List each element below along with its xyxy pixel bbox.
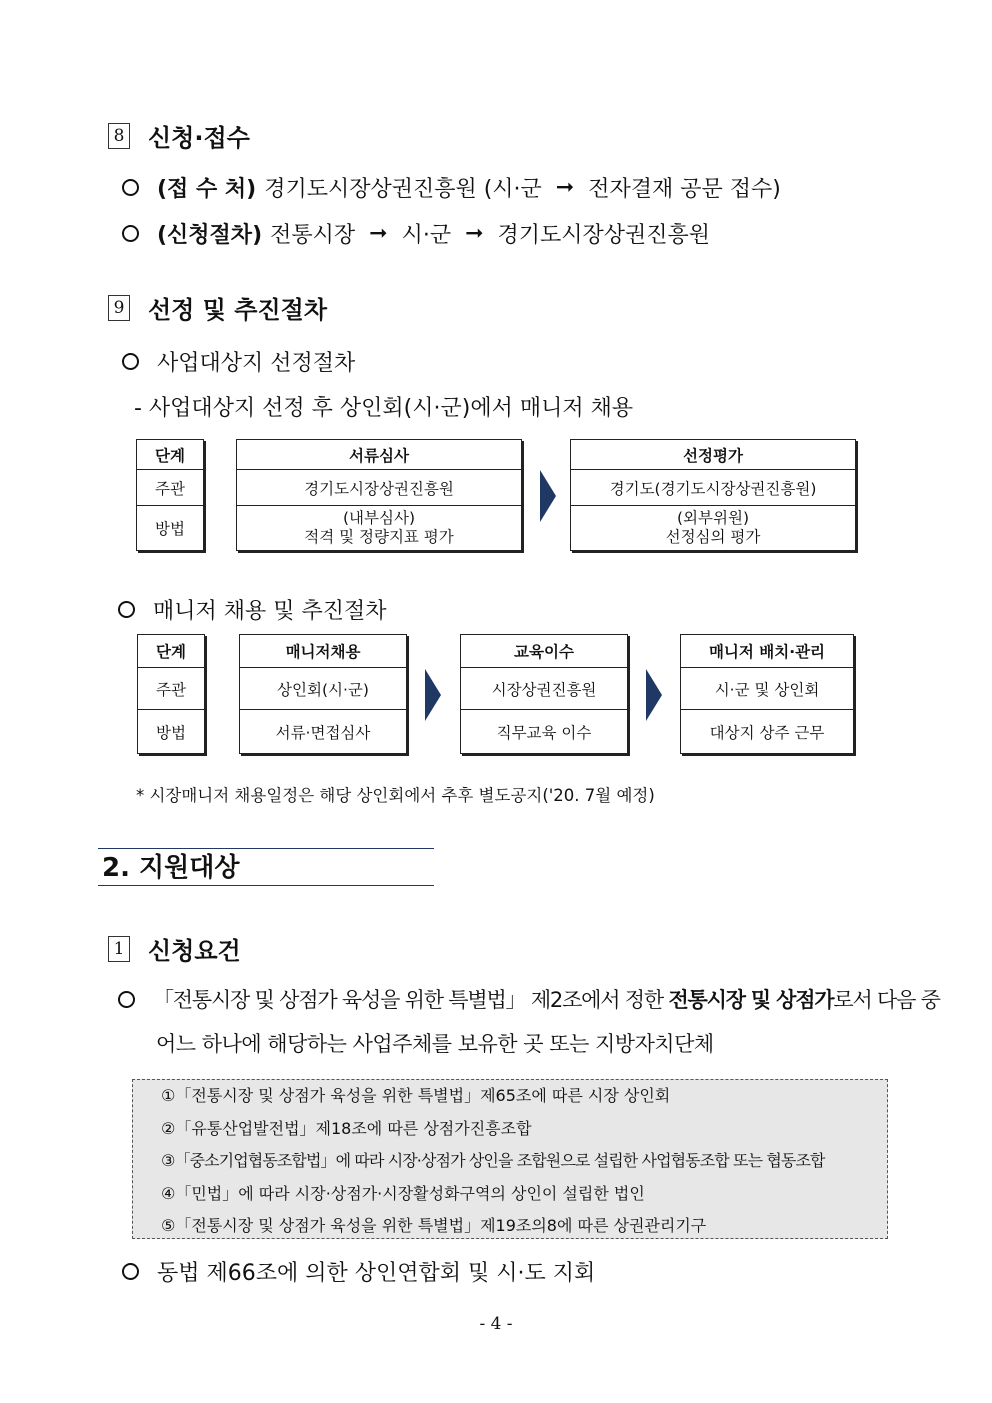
cell-host: 시장상권진흥원 [461, 668, 628, 710]
header-selection-eval: 선정평가 [571, 440, 856, 470]
bullet-text: 「전통시장 및 상점가 육성을 위한 특별법」 제2조에서 정한 [153, 988, 669, 1012]
row-label-method: 방법 [137, 506, 204, 551]
table1-step-column [136, 439, 204, 551]
cell-method: 직무교육 이수 [461, 710, 628, 754]
section-title: 선정 및 추진절차 [148, 296, 327, 324]
chevron-right-icon [646, 669, 662, 721]
dash-line: - 사업대상지 선정 후 상인회(시·군)에서 매니저 채용 [134, 396, 634, 421]
cell-line: 적격 및 정량지표 평가 [304, 528, 454, 546]
cell-method [237, 506, 522, 551]
section-number-box: 8 [108, 123, 130, 149]
list-item: ④「민법」에 따라 시장·상점가·시장활성화구역의 상인이 설립한 법인 [161, 1183, 645, 1203]
chevron-right-icon [540, 470, 556, 522]
section-8-heading [108, 118, 250, 153]
header-manager-hire: 매니저채용 [240, 635, 407, 668]
row-label-host: 주관 [138, 668, 205, 710]
circle-bullet-icon [122, 353, 139, 370]
cell-line: (외부위원) [677, 509, 749, 527]
cell-host: 경기도시장상권진흥원 [237, 470, 522, 506]
right-arrow-icon: ➞ [369, 221, 388, 246]
cell-host: 시·군 및 상인회 [681, 668, 854, 710]
bullet-text: 전자결재 공문 접수) [588, 177, 781, 202]
circle-bullet-icon [118, 601, 135, 618]
row-label-method: 방법 [138, 710, 205, 754]
table1-document-review [236, 439, 522, 551]
header-document-review: 서류심사 [237, 440, 522, 470]
cell-host: 경기도(경기도시장상권진흥원) [571, 470, 856, 506]
bullet-text: 경기도시장상권진흥원 (시·군 [264, 177, 542, 202]
cell-line: 선정심의 평가 [665, 528, 761, 546]
chapter-title: 2. 지원대상 [98, 848, 434, 886]
cell-method: 대상지 상주 근무 [681, 710, 854, 754]
bullet-text: 전통시장 [270, 223, 356, 248]
bullet-text: 매니저 채용 및 추진절차 [153, 599, 387, 624]
bullet-continuation: 어느 하나에 해당하는 사업주체를 보유한 곳 또는 지방자치단체 [156, 1032, 714, 1056]
table2-manager-hire [239, 634, 407, 754]
bullet-text: 사업대상지 선정절차 [157, 351, 356, 376]
right-arrow-icon: ➞ [555, 175, 575, 200]
bullet-text: 경기도시장상권진흥원 [497, 223, 711, 248]
bullet-requirement [118, 984, 940, 1014]
bullet-bold-text: 전통시장 및 상점가 [668, 988, 834, 1012]
section-title: 신청요건 [148, 937, 241, 965]
header-placement: 매니저 배치·관리 [681, 635, 854, 668]
header-step: 단계 [137, 440, 204, 470]
bullet-association [122, 1256, 595, 1287]
right-arrow-icon: ➞ [465, 221, 484, 246]
bullet-manager [118, 594, 387, 625]
table2-placement [680, 634, 854, 754]
section-number-box: 9 [108, 295, 130, 321]
chevron-right-icon [425, 669, 441, 721]
section-9-heading [108, 290, 327, 325]
eligibility-list-box [132, 1079, 888, 1239]
cell-method: 서류·면접심사 [240, 710, 407, 754]
cell-line: (내부심사) [343, 509, 415, 527]
bullet-reception [122, 172, 781, 203]
table1-selection-eval [570, 439, 856, 551]
list-item: ⑤「전통시장 및 상점가 육성을 위한 특별법」제19조의8에 따른 상권관리기구 [161, 1216, 707, 1235]
cell-method [571, 506, 856, 551]
circle-bullet-icon [122, 179, 139, 196]
bullet-label: (신청절차) [157, 223, 263, 248]
table2-education [460, 634, 628, 754]
header-education: 교육이수 [461, 635, 628, 668]
page-number: - 4 - [479, 1314, 513, 1334]
cell-host: 상인회(시·군) [240, 668, 407, 710]
bullet-text: 로서 다음 중 [833, 988, 940, 1012]
bullet-text: 시·군 [401, 223, 452, 248]
bullet-label: (접 수 처) [157, 177, 257, 202]
bullet-procedure [122, 218, 710, 249]
circle-bullet-icon [118, 991, 135, 1008]
section-title: 신청·접수 [148, 124, 250, 152]
bullet-text: 동법 제66조에 의한 상인연합회 및 시·도 지회 [157, 1261, 596, 1286]
table2-step-column [137, 634, 205, 754]
section-1-heading [108, 931, 241, 966]
header-step: 단계 [138, 635, 205, 668]
bullet-selection [122, 346, 355, 377]
section-number-box: 1 [108, 936, 130, 962]
list-item: ③「중소기업협동조합법」에 따라 시장·상점가 상인을 조합원으로 설립한 사업협동조합 또는 협동조합 [161, 1151, 825, 1170]
circle-bullet-icon [122, 1263, 139, 1280]
circle-bullet-icon [122, 225, 139, 242]
list-item: ①「전통시장 및 상점가 육성을 위한 특별법」제65조에 따른 시장 상인회 [161, 1086, 671, 1105]
footnote: * 시장매니저 채용일정은 해당 상인회에서 추후 별도공지('20. 7월 예정) [136, 786, 655, 805]
row-label-host: 주관 [137, 470, 204, 506]
list-item: ②「유통산업발전법」제18조에 따른 상점가진흥조합 [161, 1118, 532, 1138]
